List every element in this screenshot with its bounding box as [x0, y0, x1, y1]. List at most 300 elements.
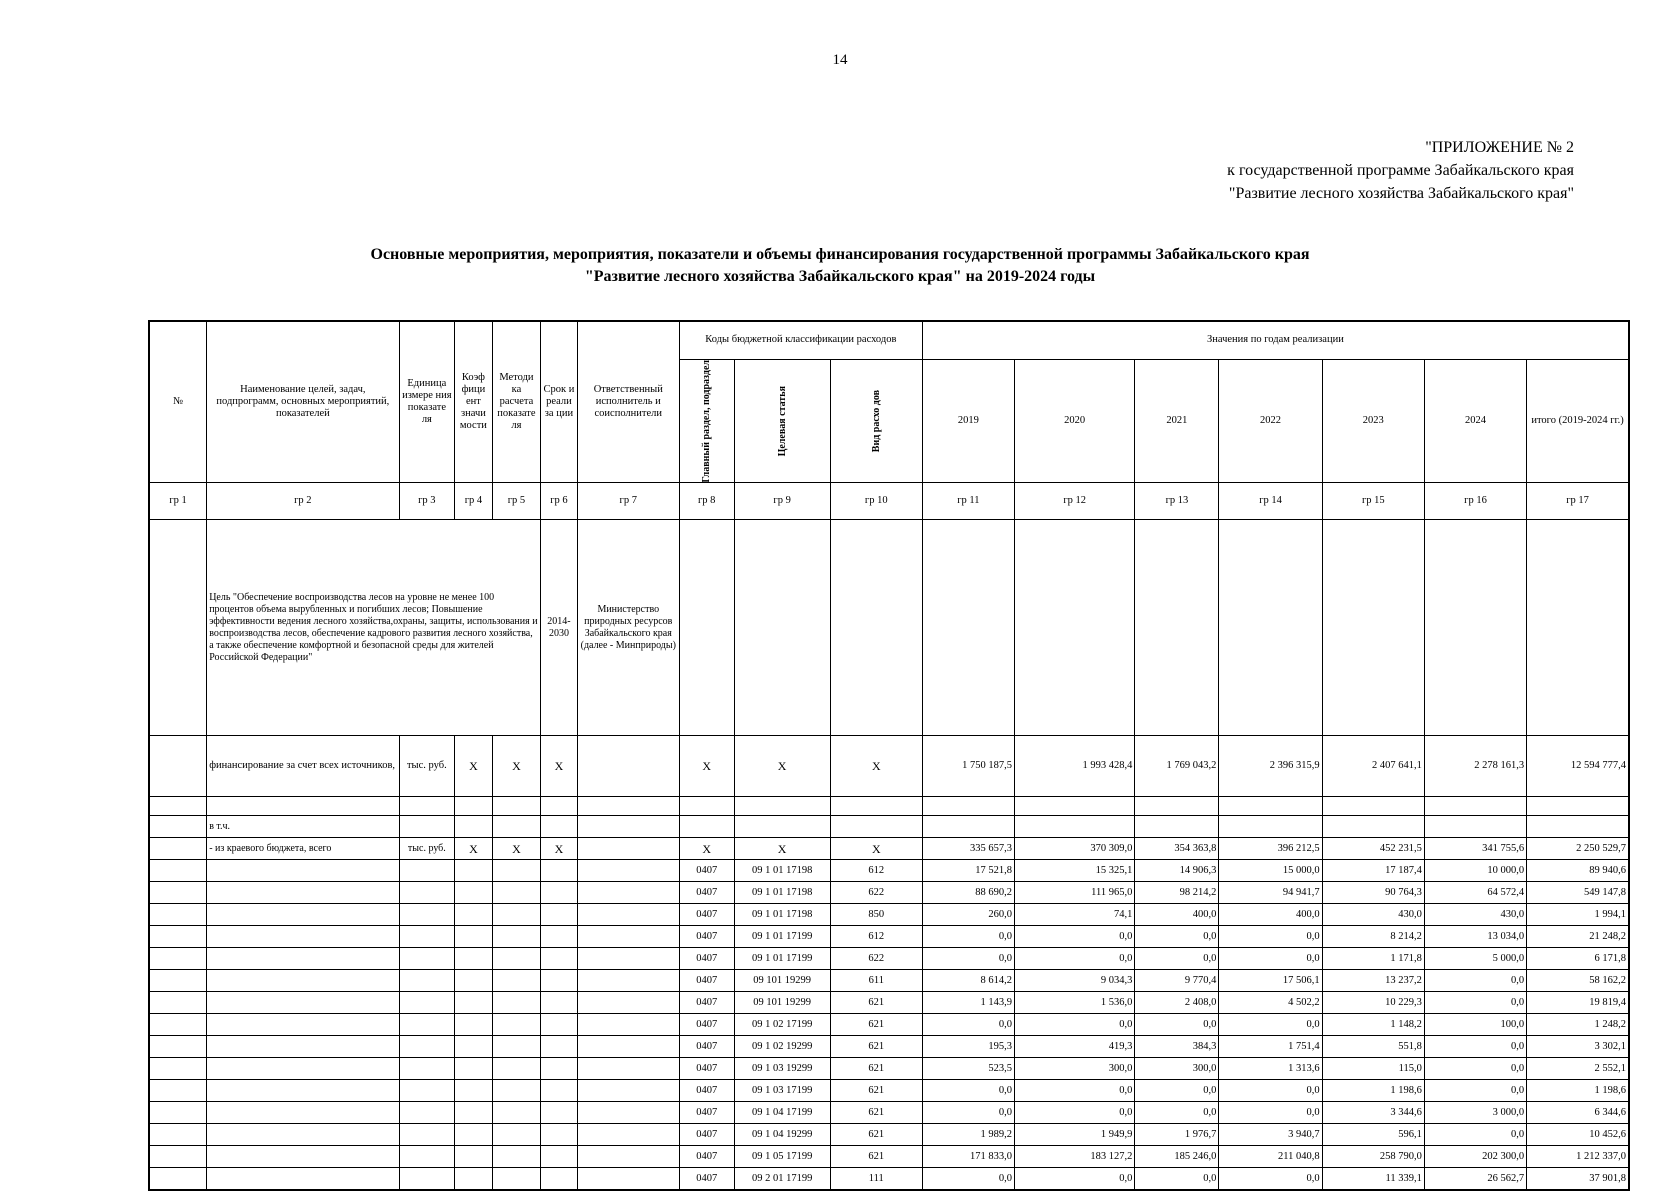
- cell-value: 3 940,7: [1219, 1124, 1322, 1146]
- empty-cell: [492, 904, 541, 926]
- table-row: [149, 970, 1629, 992]
- empty-cell: [455, 948, 492, 970]
- empty-cell: [207, 882, 399, 904]
- empty-cell: [399, 882, 455, 904]
- cell-total: 1 212 337,0: [1527, 1146, 1629, 1168]
- cell-value: 0,0: [1424, 970, 1526, 992]
- cell-value: 4 502,2: [1219, 992, 1322, 1014]
- cell-value: 15 000,0: [1219, 860, 1322, 882]
- regional-x-target: X: [734, 838, 830, 860]
- cell-target: 09 1 04 19299: [734, 1124, 830, 1146]
- financing-value: 1 993 428,4: [1014, 736, 1134, 797]
- header-target: [734, 359, 830, 483]
- empty-cell: [577, 1014, 679, 1036]
- cell-section: 0407: [679, 904, 734, 926]
- cell-value: 1 313,6: [1219, 1058, 1322, 1080]
- cell-expense-type: 612: [830, 860, 922, 882]
- empty-cell: [577, 948, 679, 970]
- empty-cell: [399, 948, 455, 970]
- cell-value: 0,0: [1014, 926, 1134, 948]
- financing-value: 2 396 315,9: [1219, 736, 1322, 797]
- cell-target: 09 1 04 17199: [734, 1102, 830, 1124]
- empty-cell: [207, 1058, 399, 1080]
- including-row: [149, 816, 1629, 838]
- empty-cell: [399, 1102, 455, 1124]
- cell-value: 1 989,2: [922, 1124, 1014, 1146]
- cell-value: 3 344,6: [1322, 1102, 1424, 1124]
- cell-value: 1 751,4: [1219, 1036, 1322, 1058]
- cell-value: 98 214,2: [1135, 882, 1219, 904]
- empty-cell: [149, 948, 207, 970]
- empty-cell: [541, 860, 577, 882]
- cell-expense-type: 621: [830, 1146, 922, 1168]
- cell-value: 0,0: [1219, 1102, 1322, 1124]
- empty-cell: [455, 860, 492, 882]
- empty-cell: [492, 970, 541, 992]
- table-row: [149, 1058, 1629, 1080]
- regional-x-section: X: [679, 838, 734, 860]
- cell-value: 88 690,2: [922, 882, 1014, 904]
- empty-cell: [399, 860, 455, 882]
- group-label: гр 17: [1527, 483, 1629, 520]
- cell-value: 523,5: [922, 1058, 1014, 1080]
- regional-value: 396 212,5: [1219, 838, 1322, 860]
- cell-value: 0,0: [1135, 948, 1219, 970]
- cell-value: 0,0: [1135, 1102, 1219, 1124]
- cell-value: 1 148,2: [1322, 1014, 1424, 1036]
- empty-cell: [455, 1124, 492, 1146]
- group-label: гр 7: [577, 483, 679, 520]
- empty-cell: [399, 1146, 455, 1168]
- goal-responsible: Министерство природных ресурсов Забайкальского края (далее - Минприроды): [577, 520, 679, 736]
- group-label: гр 4: [455, 483, 492, 520]
- cell-value: 183 127,2: [1014, 1146, 1134, 1168]
- empty-cell: [541, 1036, 577, 1058]
- cell-section: 0407: [679, 860, 734, 882]
- empty-cell: [577, 860, 679, 882]
- financing-x-coef: X: [455, 736, 492, 797]
- cell-value: 0,0: [1424, 992, 1526, 1014]
- cell-value: 17 187,4: [1322, 860, 1424, 882]
- header-year-2023: 2023: [1322, 359, 1424, 483]
- table-row: [149, 1102, 1629, 1124]
- financing-x-target: X: [734, 736, 830, 797]
- empty-cell: [492, 1124, 541, 1146]
- empty-cell: [207, 1036, 399, 1058]
- financing-value: 2 278 161,3: [1424, 736, 1526, 797]
- empty-cell: [577, 992, 679, 1014]
- empty-cell: [149, 992, 207, 1014]
- empty-cell: [207, 1124, 399, 1146]
- cell-value: 430,0: [1424, 904, 1526, 926]
- cell-value: 258 790,0: [1322, 1146, 1424, 1168]
- empty-cell: [207, 1102, 399, 1124]
- cell-expense-type: 621: [830, 1080, 922, 1102]
- cell-value: 0,0: [1014, 1168, 1134, 1191]
- group-label: гр 12: [1014, 483, 1134, 520]
- empty-cell: [207, 904, 399, 926]
- regional-value: 354 363,8: [1135, 838, 1219, 860]
- cell-value: 300,0: [1135, 1058, 1219, 1080]
- cell-target: 09 101 19299: [734, 992, 830, 1014]
- cell-value: 5 000,0: [1424, 948, 1526, 970]
- cell-value: 1 198,6: [1322, 1080, 1424, 1102]
- empty-cell: [455, 882, 492, 904]
- header-values-by-year: Значения по годам реализации: [922, 321, 1629, 359]
- cell-expense-type: 622: [830, 948, 922, 970]
- cell-value: 430,0: [1322, 904, 1424, 926]
- empty-cell: [455, 1102, 492, 1124]
- empty-cell: [149, 904, 207, 926]
- group-label: гр 9: [734, 483, 830, 520]
- cell-value: 0,0: [1014, 1102, 1134, 1124]
- cell-value: 100,0: [1424, 1014, 1526, 1036]
- table-row: [149, 882, 1629, 904]
- document-title: [0, 244, 1680, 288]
- empty-cell: [149, 1014, 207, 1036]
- empty-cell: [207, 860, 399, 882]
- empty-cell: [541, 1014, 577, 1036]
- header-section-label: Главный раздел, подраздел: [701, 359, 713, 483]
- empty-cell: [577, 882, 679, 904]
- cell-section: 0407: [679, 882, 734, 904]
- cell-value: 0,0: [922, 1168, 1014, 1191]
- empty-cell: [455, 1058, 492, 1080]
- cell-value: 8 214,2: [1322, 926, 1424, 948]
- cell-value: 400,0: [1219, 904, 1322, 926]
- header-method: Методи ка расчета показате ля: [492, 321, 541, 483]
- cell-value: 26 562,7: [1424, 1168, 1526, 1191]
- cell-value: 171 833,0: [922, 1146, 1014, 1168]
- empty-cell: [492, 882, 541, 904]
- empty-cell: [207, 970, 399, 992]
- empty-cell: [399, 1014, 455, 1036]
- regional-budget-row: [149, 838, 1629, 860]
- header-year-2024: 2024: [1424, 359, 1526, 483]
- header-budget-codes: Коды бюджетной классификации расходов: [679, 321, 922, 359]
- group-label: гр 8: [679, 483, 734, 520]
- cell-value: 11 339,1: [1322, 1168, 1424, 1191]
- cell-expense-type: 850: [830, 904, 922, 926]
- header-name: Наименование целей, задач, подпрограмм, основных мероприятий, показателей: [207, 321, 399, 483]
- empty-cell: [492, 1058, 541, 1080]
- cell-total: 21 248,2: [1527, 926, 1629, 948]
- header-expense-type-label: Вид расхо дов: [870, 389, 882, 452]
- cell-expense-type: 621: [830, 1036, 922, 1058]
- financing-x-type: X: [830, 736, 922, 797]
- cell-value: 13 034,0: [1424, 926, 1526, 948]
- cell-value: 0,0: [1219, 1080, 1322, 1102]
- cell-value: 195,3: [922, 1036, 1014, 1058]
- header-total: итого (2019-2024 гг.): [1527, 359, 1629, 483]
- empty-cell: [399, 904, 455, 926]
- empty-cell: [399, 1036, 455, 1058]
- cell-value: 15 325,1: [1014, 860, 1134, 882]
- empty-cell: [207, 926, 399, 948]
- empty-cell: [455, 970, 492, 992]
- empty-cell: [455, 1146, 492, 1168]
- empty-cell: [399, 1168, 455, 1191]
- cell-value: 0,0: [1219, 1168, 1322, 1191]
- empty-cell: [207, 1146, 399, 1168]
- empty-cell: [492, 948, 541, 970]
- group-label: гр 5: [492, 483, 541, 520]
- header-section: [679, 359, 734, 483]
- empty-cell: [541, 882, 577, 904]
- title-line-1: Основные мероприятия, мероприятия, показатели и объемы финансирования государственной программы Забайкальского края: [370, 246, 1310, 263]
- regional-value: 335 657,3: [922, 838, 1014, 860]
- empty-cell: [149, 882, 207, 904]
- cell-value: 1 143,9: [922, 992, 1014, 1014]
- cell-value: 0,0: [922, 1102, 1014, 1124]
- cell-total: 10 452,6: [1527, 1124, 1629, 1146]
- cell-value: 0,0: [1424, 1058, 1526, 1080]
- empty-cell: [541, 904, 577, 926]
- cell-value: 0,0: [922, 948, 1014, 970]
- empty-cell: [541, 970, 577, 992]
- header-year-2019: 2019: [922, 359, 1014, 483]
- empty-cell: [492, 860, 541, 882]
- spacer-row: [149, 797, 1629, 816]
- cell-value: 10 229,3: [1322, 992, 1424, 1014]
- cell-target: 09 1 02 19299: [734, 1036, 830, 1058]
- cell-expense-type: 621: [830, 992, 922, 1014]
- cell-total: 1 248,2: [1527, 1014, 1629, 1036]
- empty-cell: [541, 1058, 577, 1080]
- cell-section: 0407: [679, 1146, 734, 1168]
- cell-value: 0,0: [1219, 948, 1322, 970]
- regional-value: 452 231,5: [1322, 838, 1424, 860]
- regional-total: 2 250 529,7: [1527, 838, 1629, 860]
- group-label: гр 13: [1135, 483, 1219, 520]
- appendix-line-3: "Развитие лесного хозяйства Забайкальского края": [1228, 185, 1574, 202]
- empty-cell: [455, 1080, 492, 1102]
- group-label: гр 1: [149, 483, 207, 520]
- group-label: гр 16: [1424, 483, 1526, 520]
- group-label: гр 15: [1322, 483, 1424, 520]
- page-number: 14: [832, 52, 848, 68]
- empty-cell: [149, 926, 207, 948]
- empty-cell: [492, 1102, 541, 1124]
- cell-target: 09 1 02 17199: [734, 1014, 830, 1036]
- cell-value: 0,0: [922, 1080, 1014, 1102]
- financing-table: [148, 320, 1630, 1191]
- cell-target: 09 1 01 17199: [734, 948, 830, 970]
- cell-expense-type: 621: [830, 1124, 922, 1146]
- cell-value: 0,0: [1014, 948, 1134, 970]
- cell-value: 9 770,4: [1135, 970, 1219, 992]
- cell-section: 0407: [679, 992, 734, 1014]
- appendix-line-2: к государственной программе Забайкальского края: [1227, 162, 1574, 179]
- cell-total: 549 147,8: [1527, 882, 1629, 904]
- cell-total: 1 994,1: [1527, 904, 1629, 926]
- regional-x-coef: X: [455, 838, 492, 860]
- empty-cell: [455, 1168, 492, 1191]
- cell-value: 0,0: [1135, 1168, 1219, 1191]
- empty-cell: [149, 1080, 207, 1102]
- empty-cell: [399, 970, 455, 992]
- cell-expense-type: 612: [830, 926, 922, 948]
- cell-expense-type: 611: [830, 970, 922, 992]
- group-label: гр 3: [399, 483, 455, 520]
- goal-text: Цель "Обеспечение воспроизводства лесов на уровне не менее 100 процентов объема вырубленных и погибших лесов; Повышение эффективности ведения лесного хозяйства,охраны, защиты, использования и воспроизводства лесов, обеспечение кадрового развития лесного хозяйства, а также обеспечение комфортной и безопасной среды для жителей Российской Федерации": [207, 520, 541, 736]
- cell-value: 260,0: [922, 904, 1014, 926]
- financing-label: финансирование за счет всех источников,: [207, 736, 399, 797]
- regional-label: - из краевого бюджета, всего: [207, 838, 399, 860]
- cell-total: 6 171,8: [1527, 948, 1629, 970]
- table-row: [149, 926, 1629, 948]
- empty-cell: [541, 1124, 577, 1146]
- empty-cell: [577, 1036, 679, 1058]
- header-coef: Коэф фици ент значи мости: [455, 321, 492, 483]
- cell-total: 1 198,6: [1527, 1080, 1629, 1102]
- table-row: [149, 904, 1629, 926]
- empty-cell: [541, 1146, 577, 1168]
- empty-cell: [149, 860, 207, 882]
- cell-value: 111 965,0: [1014, 882, 1134, 904]
- empty-cell: [541, 1080, 577, 1102]
- empty-cell: [149, 1058, 207, 1080]
- header-year-2022: 2022: [1219, 359, 1322, 483]
- group-label: гр 10: [830, 483, 922, 520]
- empty-cell: [149, 970, 207, 992]
- cell-target: 09 1 03 19299: [734, 1058, 830, 1080]
- financing-value: 1 769 043,2: [1135, 736, 1219, 797]
- empty-cell: [399, 1058, 455, 1080]
- empty-cell: [207, 948, 399, 970]
- empty-cell: [149, 1036, 207, 1058]
- cell-total: 6 344,6: [1527, 1102, 1629, 1124]
- cell-section: 0407: [679, 1102, 734, 1124]
- cell-target: 09 1 01 17198: [734, 860, 830, 882]
- header-num: №: [149, 321, 207, 483]
- regional-x-type: X: [830, 838, 922, 860]
- cell-value: 74,1: [1014, 904, 1134, 926]
- cell-value: 419,3: [1014, 1036, 1134, 1058]
- cell-total: 58 162,2: [1527, 970, 1629, 992]
- cell-total: 89 940,6: [1527, 860, 1629, 882]
- cell-value: 3 000,0: [1424, 1102, 1526, 1124]
- empty-cell: [541, 926, 577, 948]
- cell-section: 0407: [679, 1168, 734, 1191]
- table-row: [149, 1146, 1629, 1168]
- cell-total: 3 302,1: [1527, 1036, 1629, 1058]
- empty-cell: [541, 948, 577, 970]
- empty-cell: [455, 1036, 492, 1058]
- cell-value: 0,0: [1424, 1124, 1526, 1146]
- cell-value: 10 000,0: [1424, 860, 1526, 882]
- cell-value: 2 408,0: [1135, 992, 1219, 1014]
- regional-unit: тыс. руб.: [399, 838, 455, 860]
- cell-value: 0,0: [1219, 1014, 1322, 1036]
- cell-value: 300,0: [1014, 1058, 1134, 1080]
- empty-cell: [455, 1014, 492, 1036]
- cell-value: 1 949,9: [1014, 1124, 1134, 1146]
- table-row: [149, 1124, 1629, 1146]
- financing-x-section: X: [679, 736, 734, 797]
- financing-x-term: X: [541, 736, 577, 797]
- group-label: гр 11: [922, 483, 1014, 520]
- empty-cell: [577, 1168, 679, 1191]
- empty-cell: [492, 1014, 541, 1036]
- table-row: [149, 860, 1629, 882]
- cell-section: 0407: [679, 1124, 734, 1146]
- regional-x-method: X: [492, 838, 541, 860]
- data-rows: [149, 860, 1629, 1191]
- table-row: [149, 1168, 1629, 1191]
- empty-cell: [399, 992, 455, 1014]
- header-year-2020: 2020: [1014, 359, 1134, 483]
- header-responsible: Ответственный исполнитель и соисполнители: [577, 321, 679, 483]
- cell-value: 1 536,0: [1014, 992, 1134, 1014]
- empty-cell: [577, 1080, 679, 1102]
- group-label: гр 14: [1219, 483, 1322, 520]
- cell-value: 13 237,2: [1322, 970, 1424, 992]
- group-label: гр 2: [207, 483, 399, 520]
- empty-cell: [577, 1146, 679, 1168]
- cell-total: 2 552,1: [1527, 1058, 1629, 1080]
- cell-value: 0,0: [1014, 1014, 1134, 1036]
- cell-value: 17 506,1: [1219, 970, 1322, 992]
- cell-expense-type: 621: [830, 1058, 922, 1080]
- cell-value: 1 976,7: [1135, 1124, 1219, 1146]
- cell-value: 0,0: [1424, 1036, 1526, 1058]
- cell-value: 551,8: [1322, 1036, 1424, 1058]
- empty-cell: [541, 992, 577, 1014]
- cell-target: 09 2 01 17199: [734, 1168, 830, 1191]
- financing-value: 2 407 641,1: [1322, 736, 1424, 797]
- cell-value: 0,0: [922, 926, 1014, 948]
- cell-value: 64 572,4: [1424, 882, 1526, 904]
- empty-cell: [455, 904, 492, 926]
- cell-expense-type: 621: [830, 1102, 922, 1124]
- header-unit: Единица измере ния показате ля: [399, 321, 455, 483]
- including-label: в т.ч.: [207, 816, 399, 838]
- cell-expense-type: 622: [830, 882, 922, 904]
- cell-section: 0407: [679, 1058, 734, 1080]
- group-label: гр 6: [541, 483, 577, 520]
- empty-cell: [399, 1124, 455, 1146]
- empty-cell: [492, 992, 541, 1014]
- cell-target: 09 1 03 17199: [734, 1080, 830, 1102]
- table-row: [149, 1036, 1629, 1058]
- regional-x-term: X: [541, 838, 577, 860]
- cell-section: 0407: [679, 926, 734, 948]
- cell-section: 0407: [679, 1014, 734, 1036]
- cell-expense-type: 111: [830, 1168, 922, 1191]
- empty-cell: [577, 904, 679, 926]
- financing-x-method: X: [492, 736, 541, 797]
- cell-total: 37 901,8: [1527, 1168, 1629, 1191]
- table-row: [149, 948, 1629, 970]
- header-year-2021: 2021: [1135, 359, 1219, 483]
- empty-cell: [541, 1102, 577, 1124]
- cell-target: 09 1 01 17198: [734, 882, 830, 904]
- cell-total: 19 819,4: [1527, 992, 1629, 1014]
- cell-target: 09 1 01 17198: [734, 904, 830, 926]
- cell-value: 384,3: [1135, 1036, 1219, 1058]
- empty-cell: [577, 926, 679, 948]
- table-row: [149, 1080, 1629, 1102]
- header-expense-type: [830, 359, 922, 483]
- empty-cell: [399, 926, 455, 948]
- title-line-2: "Развитие лесного хозяйства Забайкальского края" на 2019-2024 годы: [584, 268, 1096, 285]
- cell-target: 09 1 05 17199: [734, 1146, 830, 1168]
- empty-cell: [577, 970, 679, 992]
- financing-row: [149, 736, 1629, 797]
- financing-total: 12 594 777,4: [1527, 736, 1629, 797]
- cell-expense-type: 621: [830, 1014, 922, 1036]
